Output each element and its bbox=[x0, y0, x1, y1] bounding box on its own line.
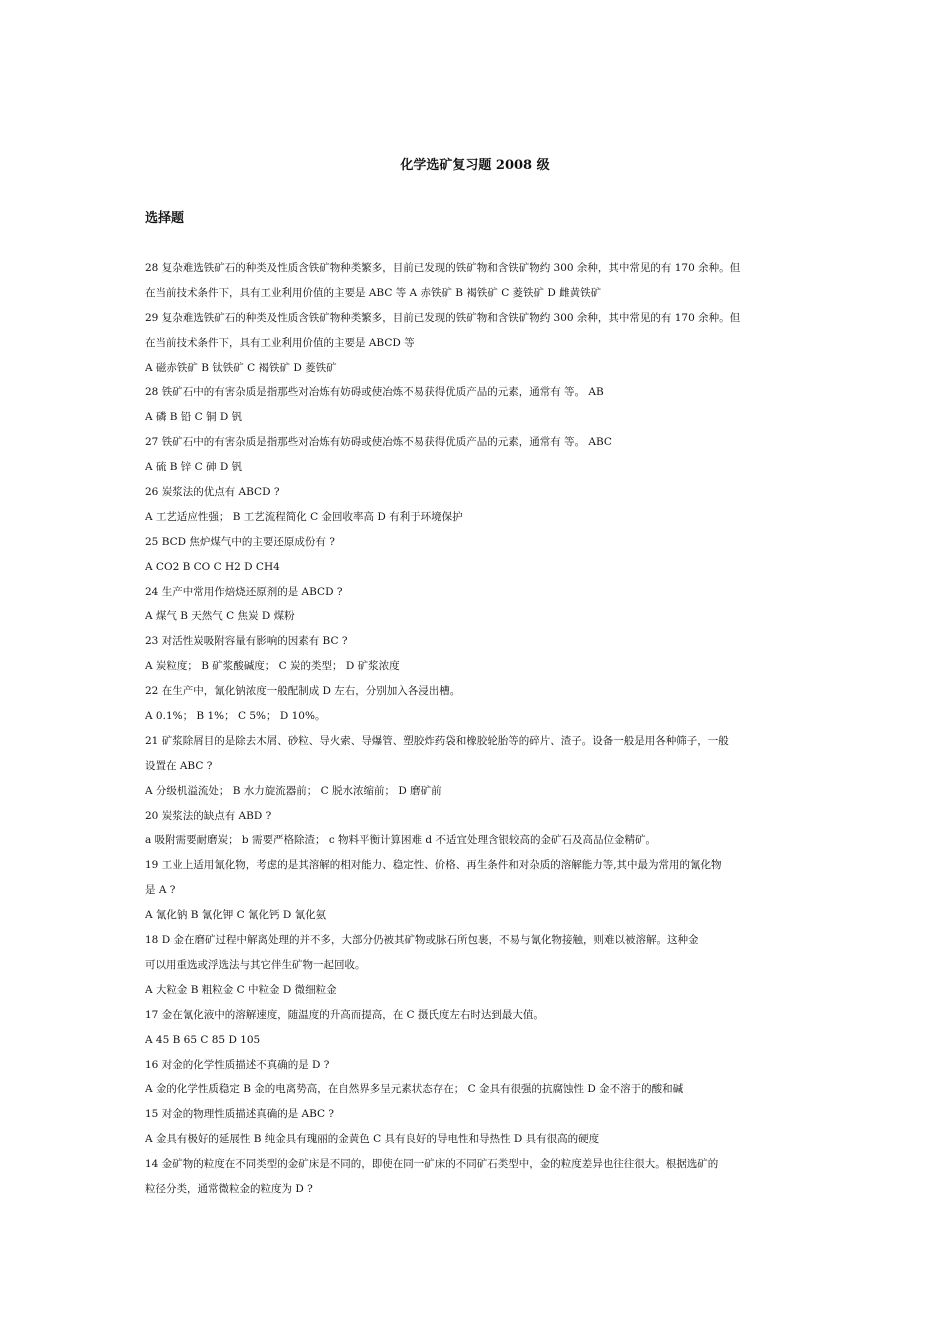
text-line: A 分级机溢流处； B 水力旋流器前； C 脱水浓缩前； D 磨矿前 bbox=[145, 784, 442, 797]
text-line: 25 BCD 焦炉煤气中的主要还原成份有 ? bbox=[145, 535, 335, 548]
text-line: A 金的化学性质稳定 B 金的电离势高，在自然界多呈元素状态存在； C 金具有很强的抗腐蚀性 D 金不溶于的酸和碱 bbox=[145, 1083, 684, 1096]
text-line: 17 金在氰化液中的溶解速度，随温度的升高而提高，在 C 摄氏度左右时达到最大值。 bbox=[145, 1008, 544, 1021]
text-line: A 大粒金 B 粗粒金 C 中粒金 D 微细粒金 bbox=[145, 983, 337, 996]
text-line: 是 A ? bbox=[145, 884, 176, 897]
text-line: A 磷 B 铅 C 铜 D 钒 bbox=[145, 411, 243, 424]
text-line: A 磁赤铁矿 B 钛铁矿 C 褐铁矿 D 菱铁矿 bbox=[145, 361, 337, 374]
text-line: 27 铁矿石中的有害杂质是指那些对冶炼有妨碍或使冶炼不易获得优质产品的元素，通常有 等。 ABC bbox=[145, 436, 612, 449]
text-line: A 金具有极好的延展性 B 纯金具有瑰丽的金黄色 C 具有良好的导电性和导热性 D 具有很高的硬度 bbox=[145, 1133, 600, 1146]
text-line: A 煤气 B 天然气 C 焦炭 D 煤粉 bbox=[145, 610, 295, 623]
text-line: A CO2 B CO C H2 D CH4 bbox=[145, 560, 280, 573]
text-line: 15 对金的物理性质描述真确的是 ABC ? bbox=[145, 1108, 335, 1121]
text-line: 18 D 金在磨矿过程中解离处理的并不多，大部分仍被其矿物或脉石所包裹，不易与氰化物接触，则难以被溶解。这种金 bbox=[145, 934, 699, 947]
text-line: 21 矿浆除屑目的是除去木屑、砂粒、导火索、导爆管、塑胶炸药袋和橡胶轮胎等的碎片、渣子。设备一般是用各种筛子，一般 bbox=[145, 734, 729, 747]
text-line: 14 金矿物的粒度在不同类型的金矿床是不同的，即使在同一矿床的不同矿石类型中，金的粒度差异也往往很大。根据选矿的 bbox=[145, 1158, 719, 1171]
text-line: 29 复杂难选铁矿石的种类及性质含铁矿物种类繁多，目前已发现的铁矿物和含铁矿物约 300 余种，其中常见的有 170 余种。但 bbox=[145, 311, 741, 324]
text-line: A 0.1%； B 1%； C 5%； D 10%。 bbox=[145, 710, 326, 723]
section-heading: 选择题 bbox=[145, 211, 185, 226]
text-line: 26 炭浆法的优点有 ABCD ? bbox=[145, 486, 280, 499]
text-line: A 硫 B 锌 C 砷 D 钒 bbox=[145, 461, 243, 474]
text-line: 在当前技术条件下，具有工业利用价值的主要是 ABCD 等 bbox=[145, 336, 415, 349]
text-line: A 氰化钠 B 氰化钾 C 氰化钙 D 氰化氨 bbox=[145, 909, 327, 922]
text-line: 28 铁矿石中的有害杂质是指那些对冶炼有妨碍或使冶炼不易获得优质产品的元素，通常有 等。 AB bbox=[145, 386, 604, 399]
text-line: 在当前技术条件下，具有工业利用价值的主要是 ABC 等 A 赤铁矿 B 褐铁矿 C 菱铁矿 D 雌黄铁矿 bbox=[145, 286, 602, 299]
question-list bbox=[145, 258, 815, 1204]
text-line: 20 炭浆法的缺点有 ABD ? bbox=[145, 809, 272, 822]
text-line: A 炭粒度； B 矿浆酸碱度； C 炭的类型； D 矿浆浓度 bbox=[145, 660, 400, 673]
text-line: 粒径分类，通常微粒金的粒度为 D ? bbox=[145, 1182, 313, 1195]
text-line: 可以用重选或浮选法与其它伴生矿物一起回收。 bbox=[145, 958, 366, 971]
text-line: 28 复杂难选铁矿石的种类及性质含铁矿物种类繁多，目前已发现的铁矿物和含铁矿物约 300 余种，其中常见的有 170 余种。但 bbox=[145, 262, 741, 274]
text-line: A 45 B 65 C 85 D 105 bbox=[145, 1033, 261, 1046]
text-line: 23 对活性炭吸附容量有影响的因素有 BC ? bbox=[145, 635, 348, 648]
text-line: 设置在 ABC ? bbox=[145, 759, 213, 772]
text-line: 24 生产中常用作焙烧还原剂的是 ABCD ? bbox=[145, 585, 343, 598]
text-line: 16 对金的化学性质描述不真确的是 D ? bbox=[145, 1058, 330, 1071]
text-line: a 吸附需要耐磨炭； b 需要严格除渣； c 物料平衡计算困难 d 不适宜处理含银较高的金矿石及高品位金精矿。 bbox=[145, 834, 656, 847]
document-title: 化学选矿复习题 2008 级 bbox=[400, 158, 550, 173]
text-line: 22 在生产中，氰化钠浓度一般配制成 D 左右，分别加入各浸出槽。 bbox=[145, 685, 461, 698]
text-line: 19 工业上适用氰化物，考虑的是其溶解的相对能力、稳定性、价格、再生条件和对杂质的溶解能力等,其中最为常用的氰化物 bbox=[145, 859, 722, 872]
text-line: A 工艺适应性强； B 工艺流程简化 C 金回收率高 D 有利于环境保护 bbox=[145, 510, 463, 523]
